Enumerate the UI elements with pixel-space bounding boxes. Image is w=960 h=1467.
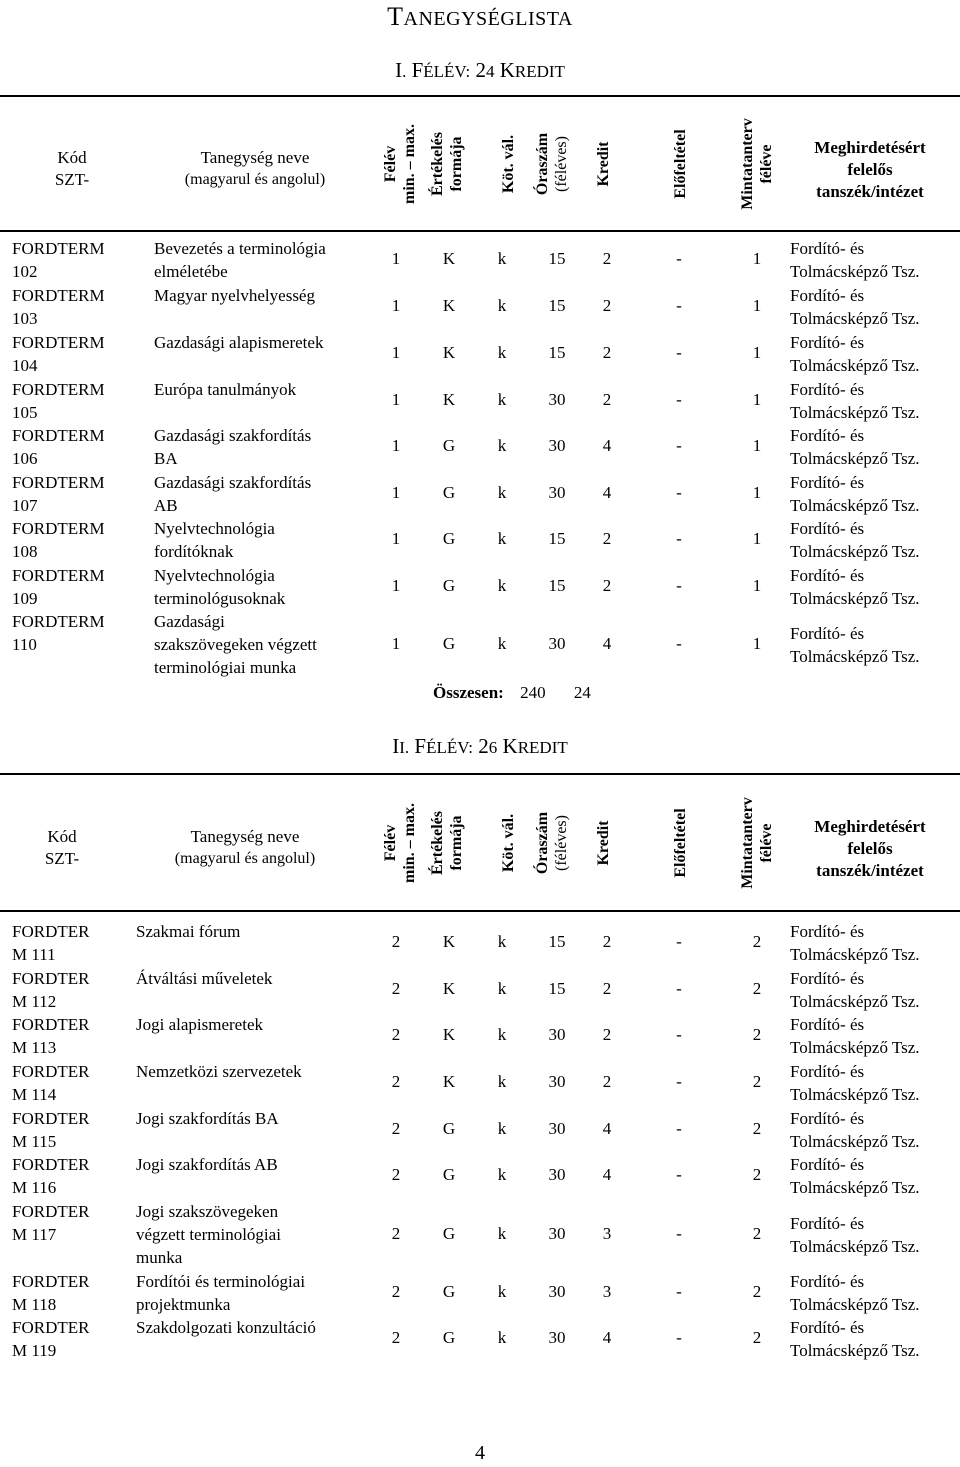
cell-minta: 2 xyxy=(752,1282,762,1301)
cell-ertekeles: G xyxy=(442,436,456,455)
header-ertekeles: Értékelés formája xyxy=(429,811,465,875)
table-row xyxy=(0,1013,960,1059)
cell-ertekeles: G xyxy=(442,576,456,595)
header-mintatanterv: Mintatanterv féléve xyxy=(739,118,775,210)
course-code: FORDTERM 102 xyxy=(12,239,105,281)
cell-felev: 2 xyxy=(391,1165,401,1184)
table-row xyxy=(0,564,960,610)
header-kredit: Kredit xyxy=(595,820,612,866)
cell-kot: k xyxy=(497,529,507,548)
cell-minta: 2 xyxy=(752,1025,762,1044)
table-row xyxy=(0,920,960,966)
cell-kot: k xyxy=(497,1072,507,1091)
cell-elofeltetel: - xyxy=(676,932,682,951)
semester-2-title: II. FÉLÉV: 26 KREDIT xyxy=(392,734,568,758)
cell-kredit: 4 xyxy=(602,436,612,455)
course-name: Gazdasági szakfordítás BA xyxy=(154,426,312,468)
page-title: TANEGYSÉGLISTA xyxy=(387,2,573,31)
cell-elofeltetel: - xyxy=(676,1328,682,1347)
cell-elofeltetel: - xyxy=(676,249,682,268)
dept-cell: Fordító- és Tolmácsképző Tsz. xyxy=(790,922,920,964)
cell-kot: k xyxy=(497,1165,507,1184)
course-name: Szakdolgozati konzultáció xyxy=(136,1318,316,1337)
cell-felev: 2 xyxy=(391,1119,401,1138)
course-name: Gazdasági szakfordítás AB xyxy=(154,473,312,515)
cell-kredit: 4 xyxy=(602,483,612,502)
cell-minta: 1 xyxy=(752,576,762,595)
course-code: FORDTER M 116 xyxy=(12,1155,90,1197)
course-code: FORDTER M 119 xyxy=(12,1318,90,1360)
header-ertekeles: Értékelés formája xyxy=(429,132,465,196)
cell-kot: k xyxy=(497,1119,507,1138)
cell-minta: 2 xyxy=(752,1224,762,1243)
cell-ertekeles: K xyxy=(442,1025,456,1044)
header-oraszam: Óraszám (féléves) xyxy=(534,132,570,196)
dept-cell: Fordító- és Tolmácsképző Tsz. xyxy=(790,1272,920,1314)
cell-oraszam: 30 xyxy=(548,1328,566,1347)
header-dept: Meghirdetésért felelős tanszék/intézet xyxy=(814,817,926,880)
header-kredit: Kredit xyxy=(595,141,612,187)
course-code: FORDTERM 107 xyxy=(12,473,105,515)
table-header xyxy=(0,773,960,912)
cell-minta: 1 xyxy=(752,343,762,362)
table-row xyxy=(0,1060,960,1106)
cell-kredit: 2 xyxy=(602,1025,612,1044)
cell-felev: 2 xyxy=(391,1025,401,1044)
cell-felev: 2 xyxy=(391,1282,401,1301)
dept-cell: Fordító- és Tolmácsképző Tsz. xyxy=(790,380,920,422)
cell-ertekeles: G xyxy=(442,634,456,653)
header-felev: Félév min. – max. xyxy=(382,803,418,883)
cell-elofeltetel: - xyxy=(676,296,682,315)
cell-elofeltetel: - xyxy=(676,343,682,362)
cell-oraszam: 30 xyxy=(548,1119,566,1138)
page-number: 4 xyxy=(475,1442,485,1464)
cell-elofeltetel: - xyxy=(676,576,682,595)
cell-oraszam: 30 xyxy=(548,483,566,502)
course-code: FORDTERM 108 xyxy=(12,519,105,561)
course-code: FORDTER M 114 xyxy=(12,1062,90,1104)
cell-kot: k xyxy=(497,296,507,315)
cell-elofeltetel: - xyxy=(676,634,682,653)
cell-kot: k xyxy=(497,483,507,502)
cell-felev: 1 xyxy=(391,529,401,548)
cell-kot: k xyxy=(497,576,507,595)
course-name: Gazdasági szakszövegeken végzett terminológiai munka xyxy=(154,612,317,677)
header-felev: Félév min. – max. xyxy=(382,124,418,204)
table-row xyxy=(0,237,960,283)
cell-kot: k xyxy=(497,390,507,409)
cell-kredit: 2 xyxy=(602,979,612,998)
header-elofeltetel: Előfeltétel xyxy=(672,808,689,878)
cell-kredit: 4 xyxy=(602,1165,612,1184)
table-row xyxy=(0,517,960,563)
dept-cell: Fordító- és Tolmácsképző Tsz. xyxy=(790,1214,920,1256)
course-code: FORDTER M 111 xyxy=(12,922,90,964)
cell-elofeltetel: - xyxy=(676,979,682,998)
cell-kredit: 2 xyxy=(602,576,612,595)
header-oraszam: Óraszám (féléves) xyxy=(534,811,570,875)
header-code: Kód SZT- xyxy=(54,148,90,189)
cell-oraszam: 30 xyxy=(548,390,566,409)
cell-minta: 2 xyxy=(752,979,762,998)
course-code: FORDTERM 103 xyxy=(12,286,105,328)
course-name: Gazdasági alapismeretek xyxy=(154,333,324,352)
course-name: Nyelvtechnológia terminológusoknak xyxy=(154,566,286,608)
course-name: Nyelvtechnológia fordítóknak xyxy=(154,519,275,561)
cell-minta: 1 xyxy=(752,249,762,268)
cell-ertekeles: K xyxy=(442,249,456,268)
cell-kot: k xyxy=(497,1224,507,1243)
cell-kot: k xyxy=(497,1025,507,1044)
cell-kredit: 3 xyxy=(602,1282,612,1301)
cell-minta: 2 xyxy=(752,932,762,951)
cell-elofeltetel: - xyxy=(676,436,682,455)
course-name: Átváltási műveletek xyxy=(136,969,273,988)
dept-cell: Fordító- és Tolmácsképző Tsz. xyxy=(790,969,920,1011)
cell-minta: 1 xyxy=(752,634,762,653)
cell-minta: 2 xyxy=(752,1119,762,1138)
dept-cell: Fordító- és Tolmácsképző Tsz. xyxy=(790,519,920,561)
course-code: FORDTER M 115 xyxy=(12,1109,90,1151)
cell-elofeltetel: - xyxy=(676,529,682,548)
cell-felev: 1 xyxy=(391,576,401,595)
course-name: Európa tanulmányok xyxy=(154,380,297,399)
cell-minta: 2 xyxy=(752,1165,762,1184)
table-row xyxy=(0,1107,960,1153)
cell-kredit: 2 xyxy=(602,343,612,362)
cell-kredit: 2 xyxy=(602,249,612,268)
cell-felev: 2 xyxy=(391,1072,401,1091)
dept-cell: Fordító- és Tolmácsképző Tsz. xyxy=(790,1155,920,1197)
table-row xyxy=(0,610,960,680)
cell-kredit: 2 xyxy=(602,390,612,409)
cell-minta: 2 xyxy=(752,1072,762,1091)
course-name: Fordítói és terminológiai projektmunka xyxy=(136,1272,306,1314)
cell-kredit: 2 xyxy=(602,296,612,315)
cell-oraszam: 30 xyxy=(548,634,566,653)
table-row xyxy=(0,378,960,424)
header-kot: Köt. vál. xyxy=(500,134,517,194)
cell-ertekeles: G xyxy=(442,1165,456,1184)
cell-ertekeles: G xyxy=(442,483,456,502)
header-dept: Meghirdetésért felelős tanszék/intézet xyxy=(814,138,926,201)
course-code: FORDTER M 112 xyxy=(12,969,90,1011)
cell-kredit: 2 xyxy=(602,1072,612,1091)
cell-kot: k xyxy=(497,436,507,455)
cell-felev: 1 xyxy=(391,436,401,455)
cell-kredit: 3 xyxy=(602,1224,612,1243)
cell-kredit: 2 xyxy=(602,932,612,951)
cell-felev: 2 xyxy=(391,932,401,951)
cell-ertekeles: K xyxy=(442,979,456,998)
dept-cell: Fordító- és Tolmácsképző Tsz. xyxy=(790,624,920,666)
cell-ertekeles: G xyxy=(442,1328,456,1347)
cell-oraszam: 30 xyxy=(548,1025,566,1044)
cell-kot: k xyxy=(497,1282,507,1301)
dept-cell: Fordító- és Tolmácsképző Tsz. xyxy=(790,239,920,281)
cell-kredit: 4 xyxy=(602,1119,612,1138)
table-row xyxy=(0,471,960,517)
dept-cell: Fordító- és Tolmácsképző Tsz. xyxy=(790,1062,920,1104)
table-row xyxy=(0,1270,960,1316)
header-code: Kód SZT- xyxy=(44,827,80,868)
cell-minta: 1 xyxy=(752,529,762,548)
dept-cell: Fordító- és Tolmácsképző Tsz. xyxy=(790,1109,920,1151)
header-kot: Köt. vál. xyxy=(500,813,517,873)
cell-oraszam: 30 xyxy=(548,1282,566,1301)
cell-oraszam: 30 xyxy=(548,436,566,455)
table-row xyxy=(0,1153,960,1199)
cell-felev: 2 xyxy=(391,1328,401,1347)
cell-kot: k xyxy=(497,634,507,653)
cell-ertekeles: K xyxy=(442,1072,456,1091)
course-code: FORDTERM 106 xyxy=(12,426,105,468)
cell-minta: 1 xyxy=(752,296,762,315)
cell-elofeltetel: - xyxy=(676,1224,682,1243)
cell-felev: 2 xyxy=(391,1224,401,1243)
cell-elofeltetel: - xyxy=(676,1119,682,1138)
header-name: Tanegység neve (magyarul és angolul) xyxy=(184,148,326,188)
cell-oraszam: 30 xyxy=(548,1072,566,1091)
cell-minta: 1 xyxy=(752,436,762,455)
course-code: FORDTER M 113 xyxy=(12,1015,90,1057)
header-mintatanterv: Mintatanterv féléve xyxy=(739,797,775,889)
cell-felev: 1 xyxy=(391,343,401,362)
dept-cell: Fordító- és Tolmácsképző Tsz. xyxy=(790,1015,920,1057)
table-row xyxy=(0,424,960,470)
cell-elofeltetel: - xyxy=(676,483,682,502)
course-name: Jogi szakszövegeken végzett terminológiai munka xyxy=(136,1202,281,1267)
cell-elofeltetel: - xyxy=(676,1072,682,1091)
cell-felev: 1 xyxy=(391,634,401,653)
cell-oraszam: 15 xyxy=(548,529,566,548)
cell-minta: 1 xyxy=(752,390,762,409)
cell-minta: 2 xyxy=(752,1328,762,1347)
dept-cell: Fordító- és Tolmácsképző Tsz. xyxy=(790,426,920,468)
course-name: Jogi szakfordítás AB xyxy=(136,1155,278,1174)
header-elofeltetel: Előfeltétel xyxy=(672,129,689,199)
cell-ertekeles: G xyxy=(442,529,456,548)
course-code: FORDTERM 109 xyxy=(12,566,105,608)
cell-elofeltetel: - xyxy=(676,1282,682,1301)
cell-ertekeles: K xyxy=(442,343,456,362)
course-code: FORDTERM 104 xyxy=(12,333,105,375)
header-name: Tanegység neve (magyarul és angolul) xyxy=(174,827,316,867)
cell-oraszam: 15 xyxy=(548,979,566,998)
course-code: FORDTERM 105 xyxy=(12,380,105,422)
cell-ertekeles: K xyxy=(442,932,456,951)
course-name: Bevezetés a terminológia elméletébe xyxy=(154,239,326,281)
semester-1-title: I. FÉLÉV: 24 KREDIT xyxy=(395,58,565,82)
table-row xyxy=(0,1200,960,1269)
cell-oraszam: 15 xyxy=(548,343,566,362)
cell-elofeltetel: - xyxy=(676,390,682,409)
cell-kot: k xyxy=(497,249,507,268)
cell-oraszam: 15 xyxy=(548,576,566,595)
cell-felev: 1 xyxy=(391,390,401,409)
cell-elofeltetel: - xyxy=(676,1165,682,1184)
cell-kredit: 2 xyxy=(602,529,612,548)
cell-felev: 2 xyxy=(391,979,401,998)
cell-ertekeles: G xyxy=(442,1282,456,1301)
cell-ertekeles: G xyxy=(442,1119,456,1138)
dept-cell: Fordító- és Tolmácsképző Tsz. xyxy=(790,286,920,328)
cell-kredit: 4 xyxy=(602,1328,612,1347)
table-row xyxy=(0,331,960,377)
cell-kot: k xyxy=(497,343,507,362)
cell-oraszam: 15 xyxy=(548,296,566,315)
cell-oraszam: 15 xyxy=(548,249,566,268)
course-name: Nemzetközi szervezetek xyxy=(136,1062,302,1081)
dept-cell: Fordító- és Tolmácsképző Tsz. xyxy=(790,473,920,515)
course-name: Jogi alapismeretek xyxy=(136,1015,263,1034)
cell-oraszam: 15 xyxy=(548,932,566,951)
cell-kot: k xyxy=(497,1328,507,1347)
cell-ertekeles: G xyxy=(442,1224,456,1243)
course-name: Magyar nyelvhelyesség xyxy=(154,286,315,305)
table-row xyxy=(0,967,960,1013)
cell-kot: k xyxy=(497,932,507,951)
cell-minta: 1 xyxy=(752,483,762,502)
course-name: Szakmai fórum xyxy=(136,922,241,941)
dept-cell: Fordító- és Tolmácsképző Tsz. xyxy=(790,566,920,608)
dept-cell: Fordító- és Tolmácsképző Tsz. xyxy=(790,333,920,375)
course-code: FORDTER M 118 xyxy=(12,1272,90,1314)
dept-cell: Fordító- és Tolmácsképző Tsz. xyxy=(790,1318,920,1360)
cell-ertekeles: K xyxy=(442,296,456,315)
cell-oraszam: 30 xyxy=(548,1165,566,1184)
cell-felev: 1 xyxy=(391,296,401,315)
cell-kot: k xyxy=(497,979,507,998)
course-code: FORDTERM 110 xyxy=(12,612,105,654)
table-header xyxy=(0,95,960,232)
cell-felev: 1 xyxy=(391,249,401,268)
course-code: FORDTER M 117 xyxy=(12,1202,90,1244)
cell-oraszam: 30 xyxy=(548,1224,566,1243)
table-row xyxy=(0,1316,960,1362)
semester-1-total: Összesen: 240 24 xyxy=(433,683,591,702)
course-name: Jogi szakfordítás BA xyxy=(136,1109,279,1128)
cell-kredit: 4 xyxy=(602,634,612,653)
cell-elofeltetel: - xyxy=(676,1025,682,1044)
cell-ertekeles: K xyxy=(442,390,456,409)
cell-felev: 1 xyxy=(391,483,401,502)
table-row xyxy=(0,284,960,330)
